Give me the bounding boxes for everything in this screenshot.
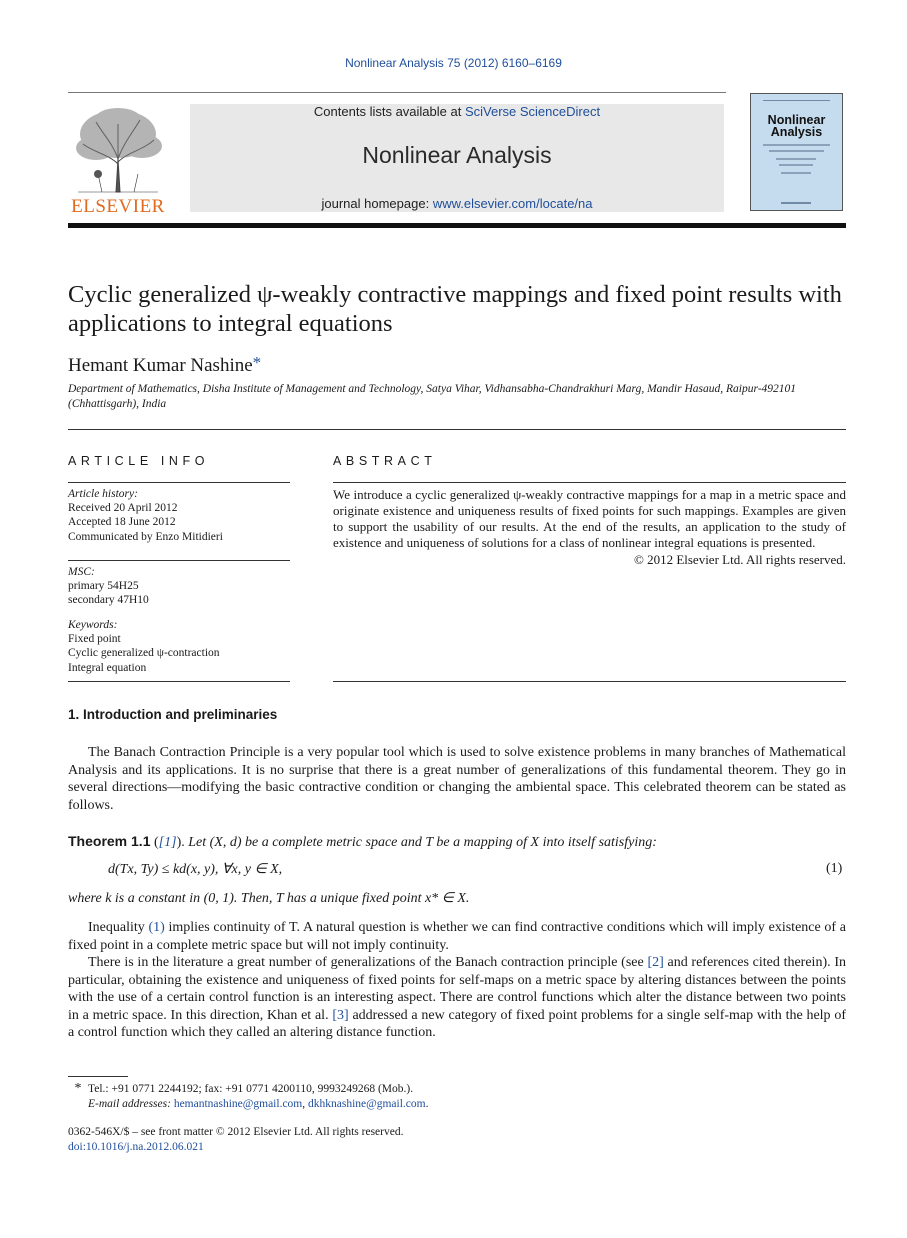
theorem-statement: Let (X, d) be a complete metric space and T be a mapping of X into itself satisfying:	[188, 835, 657, 850]
cover-line-4	[779, 164, 813, 166]
msc-secondary: secondary 47H10	[68, 594, 149, 607]
article-info-bottom-rule	[68, 681, 290, 682]
homepage-link[interactable]: www.elsevier.com/locate/na	[432, 196, 593, 211]
intro-paragraph-2: Inequality (1) implies continuity of T. A natural question is whether we can find contractive conditions which will imply existence of a fixed point in a complete metric space but will not imply continuity.	[68, 920, 846, 953]
masthead-thick-rule	[68, 223, 846, 228]
msc-block	[68, 565, 290, 608]
footnote-emails: E-mail addresses: hemantnashine@gmail.com, dkhknashine@gmail.com.	[88, 1098, 429, 1110]
abstract-text: We introduce a cyclic generalized ψ-weakly contractive mappings for a map in a metric space and originate existence and uniqueness results of fixed points for such mappings. Examples are given to support the usability of our results. At the end of the results, an application to the study of existence and uniqueness of solutions for a class of nonlinear integral equations is presented.	[333, 487, 846, 550]
citation-link-1[interactable]: [1]	[158, 835, 177, 850]
abstract-bottom-rule	[333, 681, 846, 682]
author-affiliation: Department of Mathematics, Disha Institute of Management and Technology, Satya Vihar, Vidhansabha-Chandrakhuri Marg, Mandir Hasaud, Raipur-492101 (Chhattisgarh), India	[68, 383, 797, 410]
equation-number: (1)	[826, 861, 843, 876]
msc-label: MSC:	[68, 566, 95, 578]
citation-link-3[interactable]: [3]	[332, 1007, 349, 1023]
cover-top-line	[763, 100, 830, 101]
email-link-2[interactable]: dkhknashine@gmail.com	[308, 1098, 426, 1110]
elsevier-wordmark: ELSEVIER	[71, 196, 165, 217]
keywords-block	[68, 618, 290, 675]
contents-line: Contents lists available at SciVerse ScienceDirect	[313, 104, 601, 119]
cover-line-5	[781, 172, 811, 174]
journal-banner	[190, 104, 724, 212]
elsevier-tree-icon	[68, 104, 168, 194]
article-history	[68, 487, 290, 544]
cover-title: Nonlinear Analysis	[767, 113, 826, 139]
theorem-label: Theorem 1.1	[68, 833, 151, 849]
equation-1: d(Tx, Ty) ≤ kd(x, y), ∀x, y ∈ X,	[108, 862, 283, 877]
abstract-rule	[333, 482, 846, 483]
article-info-heading: ARTICLE INFO	[68, 454, 210, 468]
theorem-conclusion: where k is a constant in (0, 1). Then, T has a unique fixed point x* ∈ X.	[68, 891, 470, 906]
elsevier-logo	[68, 104, 168, 217]
history-label: Article history:	[68, 488, 138, 500]
front-matter-line: 0362-546X/$ – see front matter © 2012 Elsevier Ltd. All rights reserved.	[68, 1126, 404, 1138]
author-footnote-mark[interactable]: *	[252, 353, 262, 372]
homepage-line: journal homepage: www.elsevier.com/locate/na	[321, 196, 593, 211]
cover-line-3	[776, 158, 816, 160]
abstract-body	[333, 487, 846, 568]
cover-line-1	[763, 144, 830, 146]
abstract-heading: ABSTRACT	[333, 454, 437, 468]
citation-link-2[interactable]: [2]	[647, 955, 664, 970]
section-heading: 1. Introduction and preliminaries	[68, 707, 278, 722]
history-rule	[68, 560, 290, 561]
equation-ref-link[interactable]: (1)	[148, 920, 165, 935]
msc-primary: primary 54H25	[68, 580, 139, 593]
footnote-contact: * Tel.: +91 0771 2244192; fax: +91 0771 4200110, 9993249268 (Mob.).	[68, 1081, 848, 1097]
keyword-item: Fixed point	[68, 633, 121, 646]
abstract-copyright: © 2012 Elsevier Ltd. All rights reserved.	[633, 552, 846, 567]
affiliation-rule	[68, 429, 846, 430]
cover-line-2	[769, 150, 824, 152]
sciencedirect-link[interactable]: SciVerse ScienceDirect	[464, 104, 601, 119]
cover-line-6	[781, 202, 811, 204]
author-name: Hemant Kumar Nashine*	[68, 353, 262, 376]
journal-name: Nonlinear Analysis	[362, 142, 552, 168]
theorem-1-1: Theorem 1.1 ([1]). Let (X, d) be a complete metric space and T be a mapping of X into itself satisfying:	[68, 833, 657, 850]
keyword-item: Cyclic generalized ψ-contraction	[68, 647, 220, 660]
masthead-top-rule	[68, 92, 726, 93]
email-link-1[interactable]: hemantnashine@gmail.com	[173, 1098, 303, 1110]
journal-cover[interactable]	[750, 93, 843, 211]
received-date: Received 20 April 2012	[68, 502, 178, 515]
paper-title: Cyclic generalized ψ-weakly contractive mappings and fixed point results with applications to integral equations	[68, 281, 842, 337]
footnote-rule	[68, 1076, 128, 1077]
intro-paragraph-1: The Banach Contraction Principle is a very popular tool which is used to solve existence problems in many branches of Mathematical Analysis and its applications. It is no surprise that there is a great number of generalizations of this fundamental theorem. They go in several directions—modifying the basic contractive condition or changing the ambiental space. This celebrated theorem can be stated as follows.	[68, 745, 846, 813]
article-info-rule	[68, 482, 290, 483]
keywords-label: Keywords:	[68, 619, 118, 631]
journal-citation[interactable]: Nonlinear Analysis 75 (2012) 6160–6169	[345, 56, 562, 70]
intro-paragraph-3: There is in the literature a great number of generalizations of the Banach contraction principle (see [2] and references cited therein). In particular, obtaining the existence and uniqueness of fixed points for self-maps on a metric space by altering distances between the points with the use of a certain control function is an interesting aspect. There are control functions which alter the distance between two points in a metric space. In this direction, Khan et al. [3] addressed a new category of fixed point problems for a single self-map with the help of a control function which they called an altering distance function.	[68, 955, 846, 1040]
communicated-by: Communicated by Enzo Mitidieri	[68, 530, 223, 543]
accepted-date: Accepted 18 June 2012	[68, 516, 176, 529]
doi-link[interactable]: doi:10.1016/j.na.2012.06.021	[68, 1141, 204, 1153]
footnote-mark: *	[74, 1081, 82, 1096]
keyword-item: Integral equation	[68, 661, 147, 674]
